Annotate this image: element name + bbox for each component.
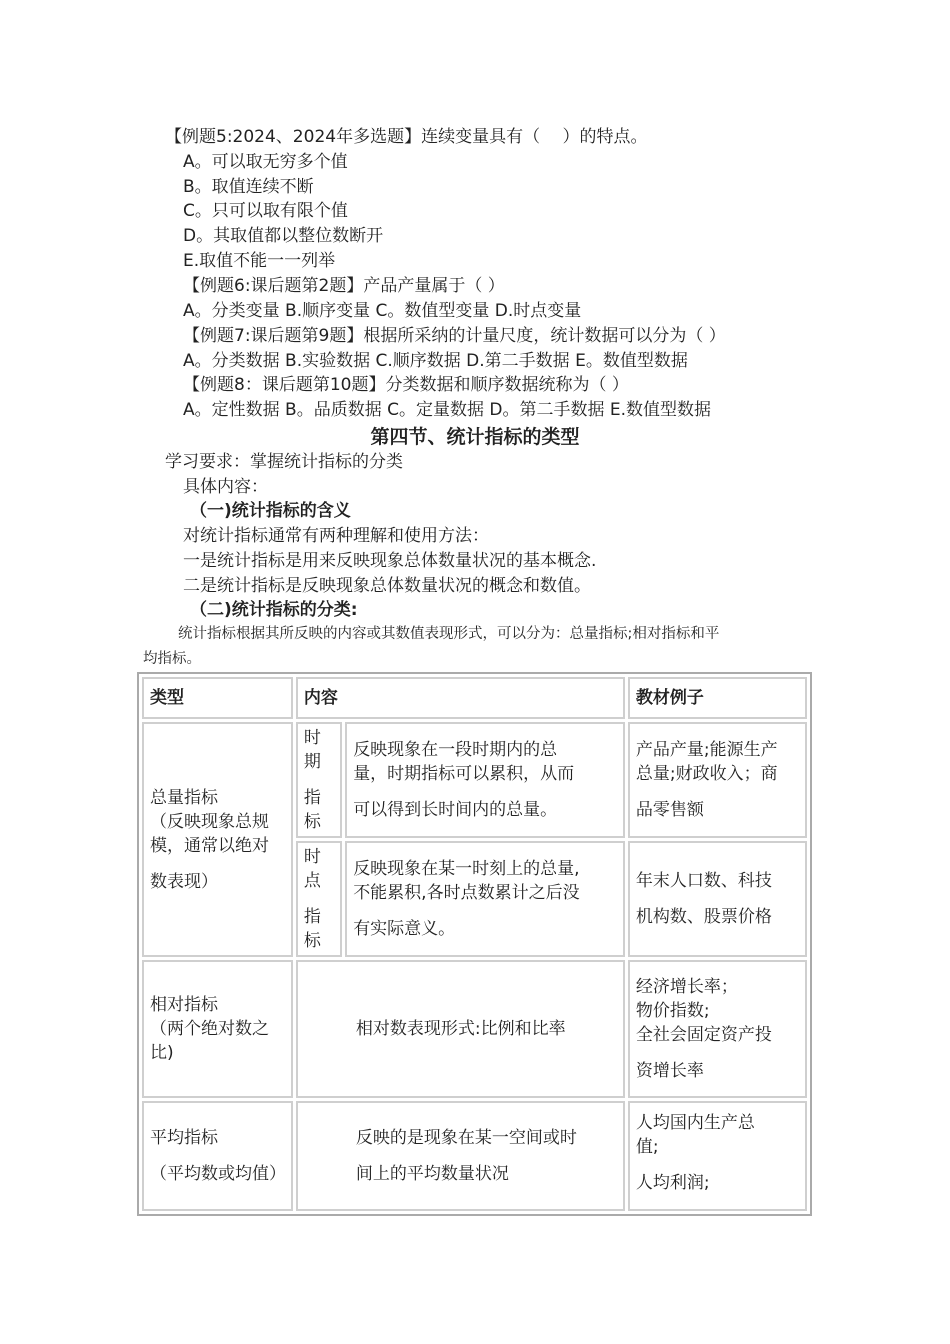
desc-text: 反映现象在某一时刻上的总量,	[353, 859, 580, 879]
desc-text: 反映现象在一段时期内的总	[353, 740, 558, 760]
desc-text: 间上的平均数量状况	[355, 1164, 509, 1184]
question-6-stem: 【例题6:课后题第2题】产品产量属于（ ）	[183, 276, 505, 296]
point-indicator-label	[296, 841, 342, 957]
subsection-1-line-2: 一是统计指标是用来反映现象总体数量状况的基本概念.	[183, 551, 597, 571]
point-indicator-desc	[345, 841, 625, 957]
question-8-stem: 【例题8：课后题第10题】分类数据和顺序数据统称为（ ）	[183, 375, 629, 395]
table-header-row	[142, 677, 807, 719]
paragraph-line-2: 均指标。	[143, 651, 201, 667]
desc-text: 可以得到长时间内的总量。	[353, 800, 558, 820]
example-text: 人均国内生产总	[635, 1113, 755, 1133]
subsection-1-title: （一)统计指标的含义	[190, 501, 351, 521]
period-indicator-label	[296, 722, 342, 838]
type-note: 模，通常以绝对	[150, 835, 269, 856]
example-text: 品零售额	[635, 800, 704, 820]
subsection-2-title: （二)统计指标的分类:	[190, 600, 358, 620]
type-note: （两个绝对数之比)	[150, 1019, 269, 1063]
average-indicator-type	[142, 1101, 293, 1211]
question-6-options: A。分类变量 B.顺序变量 C。数值型变量 D.时点变量	[183, 301, 582, 321]
example-text: 年末人口数、科技	[635, 871, 772, 891]
relative-indicator-example	[628, 960, 807, 1098]
desc-text: 反映的是现象在某一空间或时	[355, 1128, 577, 1148]
question-5-option-d: D。其取值都以整位数断开	[183, 226, 384, 246]
table-row-total-period	[142, 722, 807, 838]
question-5-option-c: C。只可以取有限个值	[183, 201, 348, 221]
study-requirement: 学习要求：掌握统计指标的分类	[165, 452, 403, 472]
label-text: 时点	[303, 847, 321, 891]
example-text: 物价指数;	[635, 1001, 710, 1021]
example-text: 机构数、股票价格	[635, 907, 772, 927]
table-row-average	[142, 1101, 807, 1211]
relative-indicator-type	[142, 960, 293, 1098]
example-text: 值;	[635, 1137, 659, 1157]
subsection-1-line-1: 对统计指标通常有两种理解和使用方法：	[183, 526, 489, 546]
example-text: 资增长率	[635, 1061, 704, 1081]
relative-indicator-desc: 相对数表现形式:比例和比率	[296, 960, 625, 1098]
period-indicator-example	[628, 722, 807, 838]
period-indicator-desc	[345, 722, 625, 838]
header-example: 教材例子	[628, 677, 807, 719]
desc-text: 有实际意义。	[353, 919, 456, 939]
question-7-options: A。分类数据 B.实验数据 C.顺序数据 D.第二手数据 E。数值型数据	[183, 351, 688, 371]
question-8-options: A。定性数据 B。品质数据 C。定量数据 D。第二手数据 E.数值型数据	[183, 400, 712, 420]
type-name: 相对指标	[150, 995, 218, 1015]
question-5-option-b: B。取值连续不断	[183, 177, 314, 197]
header-type: 类型	[142, 677, 293, 719]
total-indicator-type	[142, 722, 293, 957]
label-text: 指标	[303, 788, 321, 832]
question-7-stem: 【例题7:课后题第9题】根据所采纳的计量尺度，统计数据可以分为（ ）	[183, 326, 726, 346]
example-text: 人均利润;	[635, 1173, 710, 1193]
type-note: （反映现象总规	[150, 811, 269, 832]
type-note: 数表现）	[150, 871, 218, 892]
header-content: 内容	[296, 677, 625, 719]
example-text: 经济增长率；	[635, 977, 738, 997]
indicator-classification-table	[137, 672, 812, 1216]
label-text: 指标	[303, 907, 321, 951]
example-text: 全社会固定资产投	[635, 1025, 772, 1045]
type-name: 平均指标	[150, 1128, 218, 1148]
type-name: 总量指标	[150, 787, 218, 808]
point-indicator-example	[628, 841, 807, 957]
type-note: （平均数或均值）	[150, 1164, 286, 1184]
question-5-stem: 【例题5:2024、2024年多选题】连续变量具有（ ）的特点。	[165, 127, 648, 147]
subsection-2-paragraph	[143, 622, 808, 672]
desc-text: 量，时期指标可以累积，从而	[353, 764, 575, 784]
table-row-relative	[142, 960, 807, 1098]
question-5-option-a: A。可以取无穷多个值	[183, 152, 348, 172]
average-indicator-desc	[296, 1101, 625, 1211]
content-label: 具体内容：	[183, 477, 268, 497]
question-5-option-e: E.取值不能一一列举	[183, 251, 336, 271]
label-text: 时期	[303, 728, 321, 772]
example-text: 产品产量;能源生产	[635, 740, 778, 760]
section-title: 第四节、统计指标的类型	[370, 426, 580, 448]
paragraph-line-1: 统计指标根据其所反映的内容或其数值表现形式，可以分为：总量指标;相对指标和平	[178, 626, 720, 642]
example-text: 总量;财政收入；商	[635, 764, 778, 784]
subsection-1-line-3: 二是统计指标是反映现象总体数量状况的概念和数值。	[183, 576, 591, 596]
average-indicator-example	[628, 1101, 807, 1211]
desc-text: 不能累积,各时点数累计之后没	[353, 883, 580, 903]
